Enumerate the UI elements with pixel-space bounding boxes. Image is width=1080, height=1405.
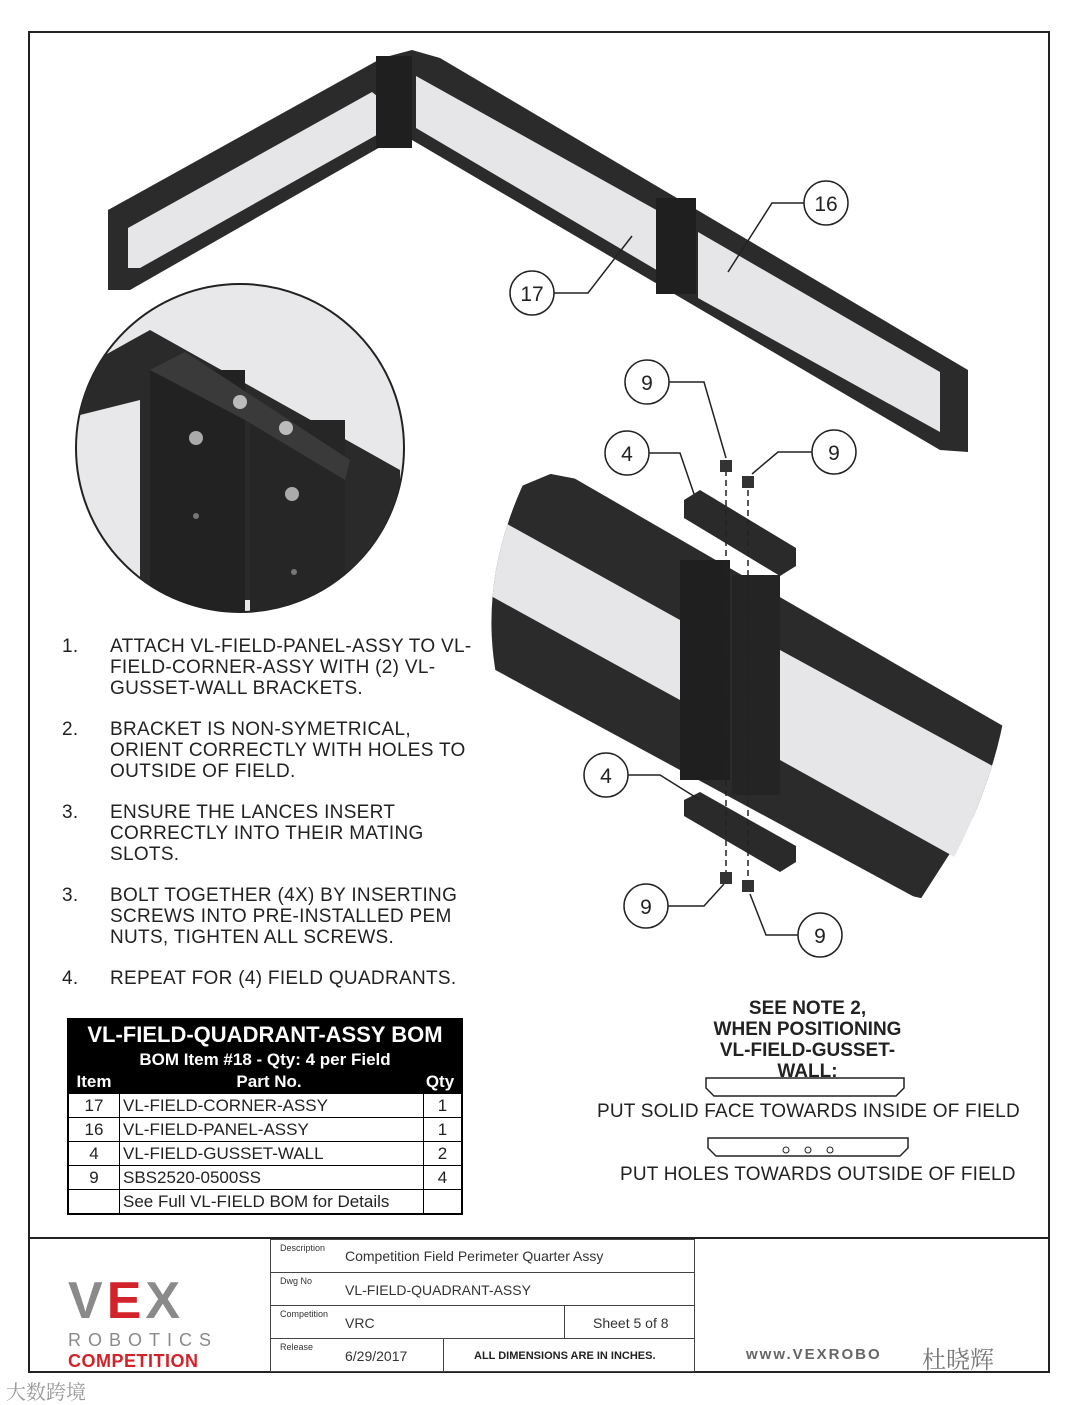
table-row: 4 VL-FIELD-GUSSET-WALL 2 bbox=[69, 1141, 461, 1165]
holes-caption: PUT HOLES TOWARDS OUTSIDE OF FIELD bbox=[620, 1164, 1016, 1185]
release-cell: Release 6/29/2017 bbox=[270, 1338, 444, 1372]
note-item: 1. ATTACH VL-FIELD-PANEL-ASSY TO VL-FIELD-CORNER-ASSY WITH (2) VL-GUSSET-WALL BRACKETS. bbox=[62, 636, 472, 699]
sheet-cell: Sheet 5 of 8 bbox=[564, 1305, 695, 1339]
svg-text:16: 16 bbox=[814, 193, 838, 216]
bom-header bbox=[69, 1020, 461, 1093]
table-row: 9 SBS2520-0500SS 4 bbox=[69, 1165, 461, 1189]
svg-text:4: 4 bbox=[600, 765, 612, 788]
gusset-holes-diagram bbox=[708, 1138, 908, 1156]
callout-9-bottom-right bbox=[750, 894, 842, 957]
watermark-author: 杜晓辉 bbox=[922, 1347, 994, 1374]
note-item: 3. ENSURE THE LANCES INSERT CORRECTLY INTO THEIR MATING SLOTS. bbox=[62, 802, 424, 865]
website-url: www.VEXROBO bbox=[746, 1346, 882, 1363]
callout-9-top-right bbox=[752, 430, 856, 474]
svg-text:17: 17 bbox=[520, 283, 544, 306]
bom-column-headers bbox=[69, 1072, 461, 1093]
note2-callout: SEE NOTE 2, WHEN POSITIONING VL-FIELD-GUSSET-WALL: bbox=[713, 998, 902, 1082]
note-item: 2. BRACKET IS NON-SYMETRICAL, ORIENT CORRECTLY WITH HOLES TO OUTSIDE OF FIELD. bbox=[62, 719, 466, 782]
vex-robotics-logo: VEX ROBOTICS COMPETITION bbox=[68, 1272, 219, 1371]
competition-cell: Competition VRC bbox=[270, 1305, 565, 1339]
dwg-no-cell: Dwg No VL-FIELD-QUADRANT-ASSY bbox=[270, 1272, 695, 1306]
svg-text:4: 4 bbox=[621, 443, 633, 466]
bom-table bbox=[67, 1018, 463, 1215]
bom-subtitle: BOM Item #18 - Qty: 4 per Field bbox=[139, 1050, 391, 1069]
callout-9-bottom-left bbox=[624, 884, 724, 928]
svg-text:9: 9 bbox=[828, 442, 840, 465]
bom-col-part: Part No. bbox=[236, 1072, 302, 1091]
bom-col-item: Item bbox=[76, 1072, 112, 1091]
bom-title: VL-FIELD-QUADRANT-ASSY BOM bbox=[87, 1022, 443, 1047]
exploded-view bbox=[440, 460, 1010, 900]
note-item: 3. BOLT TOGETHER (4X) BY INSERTING SCREWS INTO PRE-INSTALLED PEM NUTS, TIGHTEN ALL SCREWS. bbox=[62, 885, 458, 948]
watermark-source: 大数跨境 bbox=[6, 1382, 86, 1404]
table-row: See Full VL-FIELD BOM for Details bbox=[69, 1189, 461, 1213]
solid-face-caption: PUT SOLID FACE TOWARDS INSIDE OF FIELD bbox=[597, 1101, 1020, 1122]
svg-text:9: 9 bbox=[814, 925, 826, 948]
dimensions-cell: ALL DIMENSIONS ARE IN INCHES. bbox=[443, 1338, 695, 1372]
table-row: 17 VL-FIELD-CORNER-ASSY 1 bbox=[69, 1093, 461, 1117]
svg-text:9: 9 bbox=[641, 372, 653, 395]
table-row: 16 VL-FIELD-PANEL-ASSY 1 bbox=[69, 1117, 461, 1141]
callout-4-top bbox=[605, 431, 694, 494]
description-cell: Description Competition Field Perimeter Quarter Assy bbox=[270, 1239, 695, 1273]
bom-col-qty: Qty bbox=[425, 1072, 455, 1091]
assembly-notes bbox=[62, 636, 482, 1009]
note-item: 4. REPEAT FOR (4) FIELD QUADRANTS. bbox=[62, 968, 457, 989]
detail-view-circle bbox=[60, 284, 404, 620]
svg-text:9: 9 bbox=[640, 896, 652, 919]
